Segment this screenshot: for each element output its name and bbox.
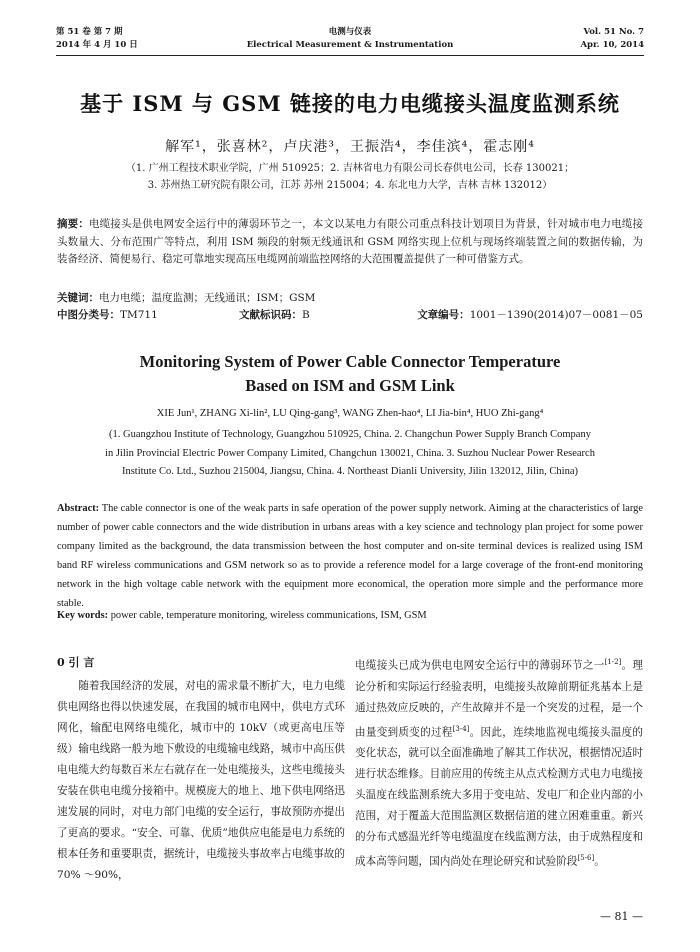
body-column-left [57,652,345,886]
body-column-right [355,652,643,873]
article-number: 文章编号：1001－1390(2014)07－0081－05 [417,309,643,321]
citation[interactable]: [1-2] [604,658,622,666]
abstract-cn-label: 摘要： [57,218,89,230]
affiliations-cn: （1. 广州工程技术职业学院，广州 510925；2. 吉林省电力有限公司长春供电公司，长春 130021； 3. 苏州热工研究院有限公司，江苏 苏州 215004；4. 东北电力大学，吉林 吉林 132012） [125,163,575,191]
journal-name: 电测与仪表 Electrical Measurement & Instrumentation [246,27,454,50]
journal-header [56,22,644,56]
abstract-cn [57,216,643,269]
affiliations-en: (1. Guangzhou Institute of Technology, Guangzhou 510925, China. 2. Changchun Power Supply Branch Company in Jilin Provincial Electric Power Company Limited, Changchun 130021, China. 3. Suzhou Nuclear Power Research Institute Co. Ltd., Suzhou 215004, Jiangsu, China. 4. Northeast Dianli University, Jilin 132012, Jilin, China) [105,429,595,477]
abstract-en-text: The cable connector is one of the weak parts in safe operation of the power supply network. Aiming at the characteristics of large number of power cable connectors and the wide distribution in urbans areas with a key science and technology plan project for some power company limited as the background, the data transmission between the host computer and on-site terminal devices is realized using ISM band RF wireless communications and GSM network so as to provide a reference model for a large coverage of the front-end monitoring network in the high voltage cable network with the equipment more economical, the operation more simple and the performance more stable. [57,503,643,609]
paper-title-en: Monitoring System of Power Cable Connector Temperature Based on ISM and GSM Link [139,352,561,395]
keywords-en [57,607,643,625]
keywords-en-label: Key words: [57,610,109,621]
keywords-cn-text: 电力电缆；温度监测；无线通讯；ISM；GSM [99,292,316,304]
paper-title-cn: 基于 ISM 与 GSM 链接的电力电缆接头温度监测系统 [80,91,620,116]
keywords-cn [57,290,643,307]
citation[interactable]: [3-4] [452,724,470,733]
citation[interactable]: [5-6] [577,854,595,863]
keywords-cn-label: 关键词： [57,292,99,304]
abstract-en [57,499,643,613]
body-paragraph: 随着我国经济的发展，对电的需求量不断扩大，电力电缆供电网络也得以快速发展，在我国的城市电网中，供电方式环网化，输配电网络电缆化，城市中的 10kV（或更高电压等级）输电线路一般为地下敷设的电缆输电线路，城市中高压供电电缆大约每数百米左右就存在一处电缆接头，这些电缆接头安装在供电电缆分接箱中。规模庞大的地上、地下供电网络迅速发展的同时，对电力部门电缆的安全运行，事故预防亦提出了更高的要求。“安全、可靠、优质”地供应电能是电力系统的根本任务和重要职责，据统计，电缆接头事故率占电缆事故的 70% ～90%， [57,680,345,881]
classification-row [57,307,643,324]
document-code: 文献标识码：B [239,309,310,321]
journal-issue-info: Vol. 51 No. 7 Apr. 10, 2014 [580,27,644,50]
abstract-en-label: Abstract: [57,503,100,514]
page-number: — 81 — [600,910,643,923]
section-heading: 0 引 言 [57,656,95,669]
keywords-en-text: power cable, temperature monitoring, wireless communications, ISM, GSM [108,610,427,621]
body-paragraph-continued: 电缆接头已成为供电电网安全运行中的薄弱环节之一[1-2]。理论分析和实际运行经验表明，电缆接头故障前期征兆基本上是通过热效应反映的，产生故障并不是一个突发的过程，是一个由量变到质变的过程[3-4]。因此，连续地监视电缆接头温度的变化状态，就可以全面准确地了解其工作状况，根据情况适时进行状态维修。目前应用的传统主从点式检测方式电力电缆接头温度在线监测系统大多用于变电站、发电厂和企业内部的小范围，对于覆盖大范围监测区数据信道的建立困难重重。新兴的分布式感温光纤等电缆温度在线监测方法，由于成熟程度和成本高等问题，国内尚处在理论研究和试验阶段[5-6]。 [355,658,643,868]
clc-number: 中图分类号：TM711 [57,309,158,321]
header-rule [56,55,644,56]
abstract-cn-text: 电缆接头是供电网安全运行中的薄弱环节之一，本文以某电力有限公司重点科技计划项目为背景，针对城市电力电缆接头数量大、分布范围广等特点，利用 ISM 频段的射频无线通讯和 GSM 网络实现上位机与现场终端装置之间的数据传输，为装备经济、简便易行、稳定可靠地实现高压电缆网前端监控网络的大范围覆盖提供了一种可借鉴方式。 [57,218,644,265]
authors-en: XIE Jun¹, ZHANG Xi-lin², LU Qing-gang³, WANG Zhen-hao⁴, LI Jia-bin⁴, HUO Zhi-gang⁴ [156,408,544,419]
authors-cn: 解军¹，张喜林²，卢庆港³，王振浩⁴，李佳滨⁴，霍志刚⁴ [165,139,535,155]
journal-volume-info: 第 51 卷 第 7 期 2014 年 4 月 10 日 [56,27,138,50]
